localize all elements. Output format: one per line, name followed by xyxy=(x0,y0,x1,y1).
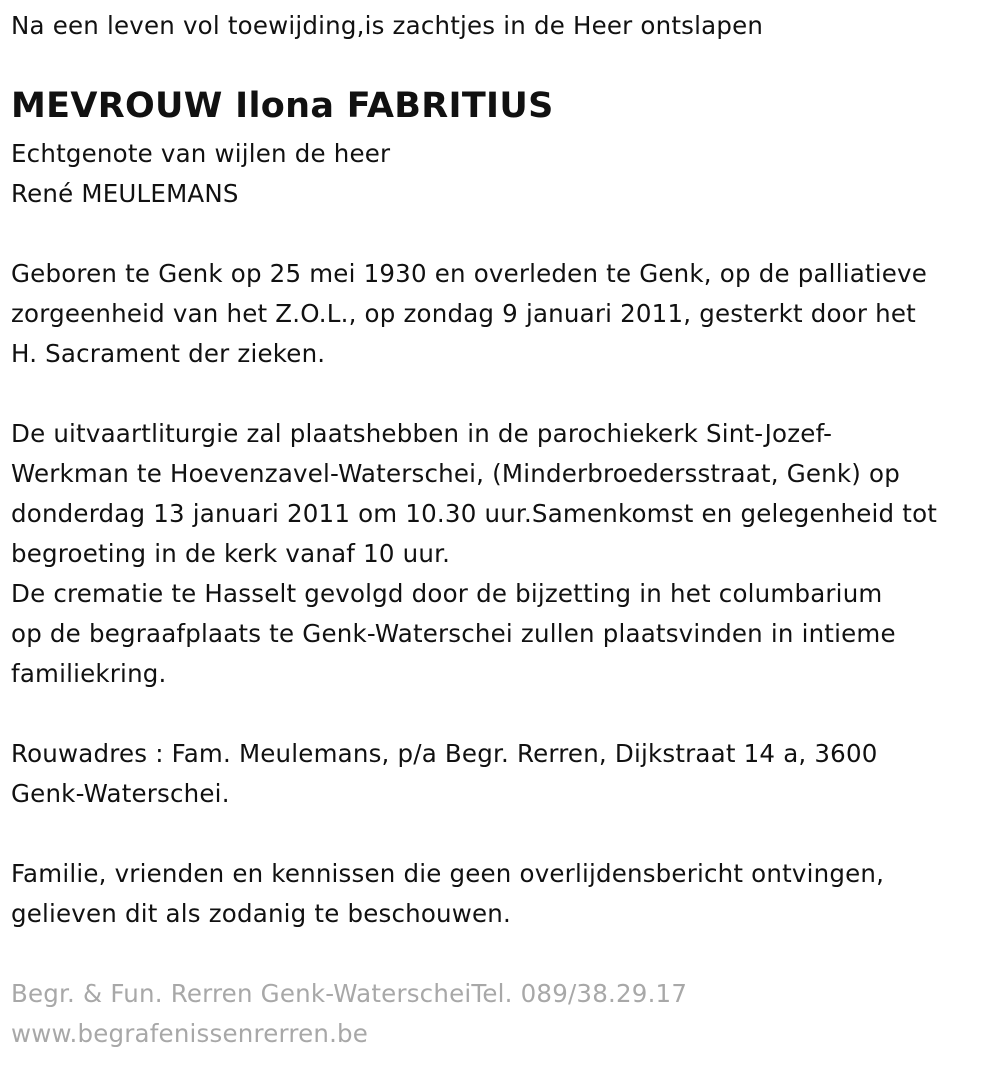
paragraph-line: H. Sacrament der zieken. xyxy=(11,339,326,368)
birth-death-paragraph xyxy=(11,254,927,374)
paragraph-line: De uitvaartliturgie zal plaatshebben in de parochiekerk Sint-Jozef- xyxy=(11,419,833,448)
paragraph-line: Rouwadres : Fam. Meulemans, p/a Begr. Rerren, Dijkstraat 14 a, 3600 xyxy=(11,739,878,768)
spouse-line: Echtgenote van wijlen de heer xyxy=(11,139,391,168)
funeral-paragraph xyxy=(11,414,937,694)
funeral-home-contact: Begr. & Fun. Rerren Genk-WaterscheiTel. 089/38.29.17 xyxy=(11,979,688,1008)
paragraph-line: begroeting in de kerk vanaf 10 uur. xyxy=(11,539,451,568)
paragraph-line: gelieven dit als zodanig te beschouwen. xyxy=(11,899,512,928)
paragraph-line: Genk-Waterschei. xyxy=(11,779,230,808)
notice-paragraph xyxy=(11,854,884,934)
paragraph-line: Geboren te Genk op 25 mei 1930 en overleden te Genk, op de palliatieve xyxy=(11,259,927,288)
spouse-line: René MEULEMANS xyxy=(11,179,239,208)
paragraph-line: op de begraafplaats te Genk-Waterschei zullen plaatsvinden in intieme xyxy=(11,619,896,648)
intro-text: Na een leven vol toewijding,is zachtjes in de Heer ontslapen xyxy=(11,11,764,40)
paragraph-line: Familie, vrienden en kennissen die geen overlijdensbericht ontvingen, xyxy=(11,859,885,888)
paragraph-line: De crematie te Hasselt gevolgd door de bijzetting in het columbarium xyxy=(11,579,883,608)
paragraph-line: donderdag 13 januari 2011 om 10.30 uur.Samenkomst en gelegenheid tot xyxy=(11,499,938,528)
paragraph-line: Werkman te Hoevenzavel-Waterschei, (Minderbroedersstraat, Genk) op xyxy=(11,459,900,488)
funeral-home-footer xyxy=(11,974,687,1054)
paragraph-line: zorgeenheid van het Z.O.L., op zondag 9 januari 2011, gesterkt door het xyxy=(11,299,916,328)
mourning-address xyxy=(11,734,878,814)
spouse-block xyxy=(11,134,390,214)
funeral-home-website: www.begrafenissenrerren.be xyxy=(11,1019,369,1048)
paragraph-line: familiekring. xyxy=(11,659,167,688)
deceased-name: MEVROUW Ilona FABRITIUS xyxy=(11,86,554,126)
